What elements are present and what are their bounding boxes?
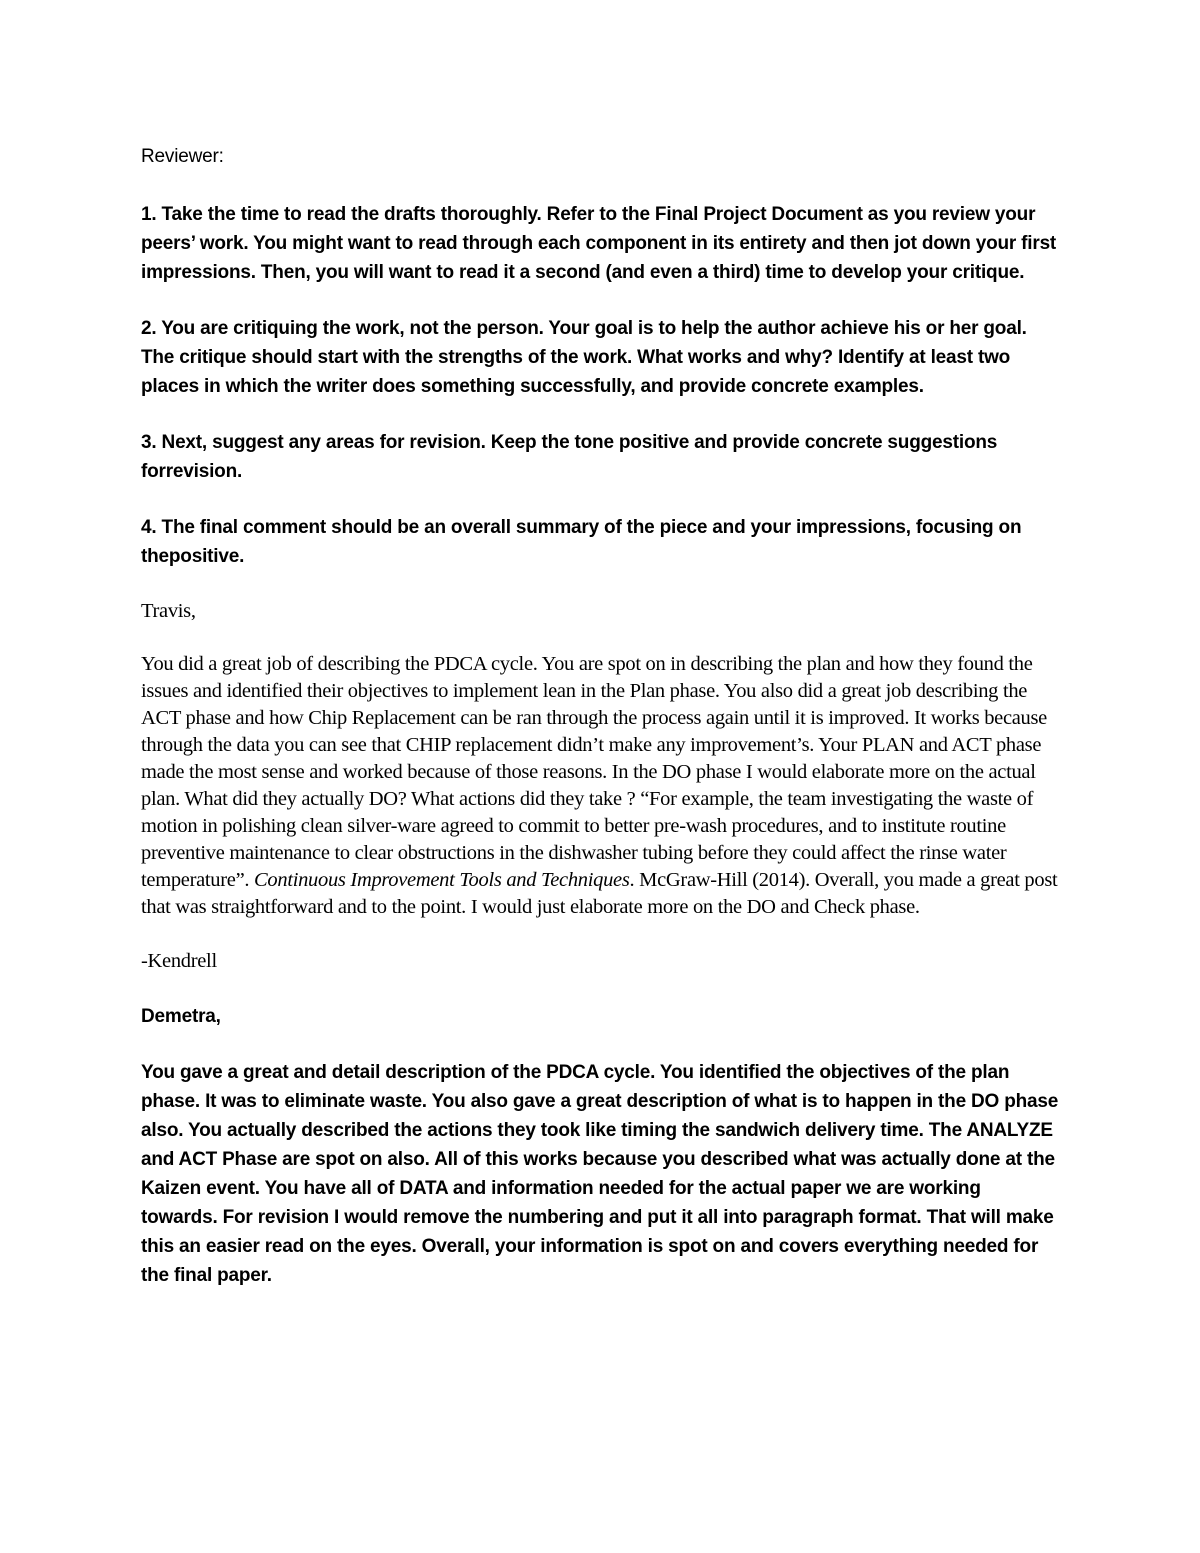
review-1-body-text: You did a great job of describing the PDCA cycle. You are spot on in describing the plan and how they found the issues and identified their objectives to implement lean in the Plan phase. You also did a great job describing the ACT phase and how Chip Replacement can be ran through the process again until it is improved. It works because through the data you can see that CHIP replacement didn’t make any improvement’s. Your PLAN and ACT phase made the most sense and worked because of those reasons. In the DO phase I would elaborate more on the actual plan. What did they actually DO? What actions did they take ? “For example, the team investigating the waste of motion in polishing clean silver-ware agreed to commit to better pre-wash procedures, and to institute routine preventive maintenance to clear obstructions in the dishwasher tubing before they could affect the rinse water temperature”. bbox=[141, 653, 1047, 891]
instruction-item-3 bbox=[141, 428, 1059, 486]
instruction-number: 1. bbox=[141, 204, 157, 225]
review-1-greeting: Travis, bbox=[141, 600, 196, 622]
instruction-text: The final comment should be an overall summary of the piece and your impressions, focusing on thepositive. bbox=[141, 517, 1022, 567]
instruction-number: 2. bbox=[141, 318, 157, 339]
instruction-text: Take the time to read the drafts thoroughly. Refer to the Final Project Document as you review your peers’ work. You might want to read through each component in its entirety and then jot down your first impressions. Then, you will want to read it a second (and even a third) time to develop your critique. bbox=[141, 204, 1057, 283]
instruction-number: 3. bbox=[141, 432, 157, 453]
document-page bbox=[141, 142, 1059, 1290]
review-1-signature: -Kendrell bbox=[141, 950, 217, 972]
instruction-text: You are critiquing the work, not the person. Your goal is to help the author achieve his or her goal. The critique should start with the strengths of the work. What works and why? Identify at least two places in which the writer does something successfully, and provide concrete examples. bbox=[141, 318, 1027, 397]
instruction-item-1 bbox=[141, 200, 1059, 287]
citation-title: Continuous Improvement Tools and Techniques bbox=[254, 869, 630, 891]
reviewer-heading: Reviewer: bbox=[141, 146, 224, 167]
instruction-number: 4. bbox=[141, 517, 157, 538]
instruction-item-2 bbox=[141, 314, 1059, 401]
review-1-body-text-end: . McGraw-Hill (2014). Overall, you made a great post that was straightforward and to the point. I would just elaborate more on the DO and Check phase. bbox=[141, 869, 1058, 918]
review-1-body bbox=[141, 651, 1059, 921]
instruction-item-4 bbox=[141, 513, 1059, 571]
instruction-text: Next, suggest any areas for revision. Keep the tone positive and provide concrete suggestions forrevision. bbox=[141, 432, 998, 482]
review-2-greeting: Demetra, bbox=[141, 1006, 221, 1027]
review-2-body: You gave a great and detail description of the PDCA cycle. You identified the objectives of the plan phase. It was to eliminate waste. You also gave a great description of what is to happen in the DO phase also. You actually described the actions they took like timing the sandwich delivery time. The ANALYZE and ACT Phase are spot on also. All of this works because you described what was actually done at the Kaizen event. You have all of DATA and information needed for the actual paper we are working towards. For revision I would remove the numbering and put it all into paragraph format. That will make this an easier read on the eyes. Overall, your information is spot on and covers everything needed for the final paper. bbox=[141, 1062, 1059, 1286]
